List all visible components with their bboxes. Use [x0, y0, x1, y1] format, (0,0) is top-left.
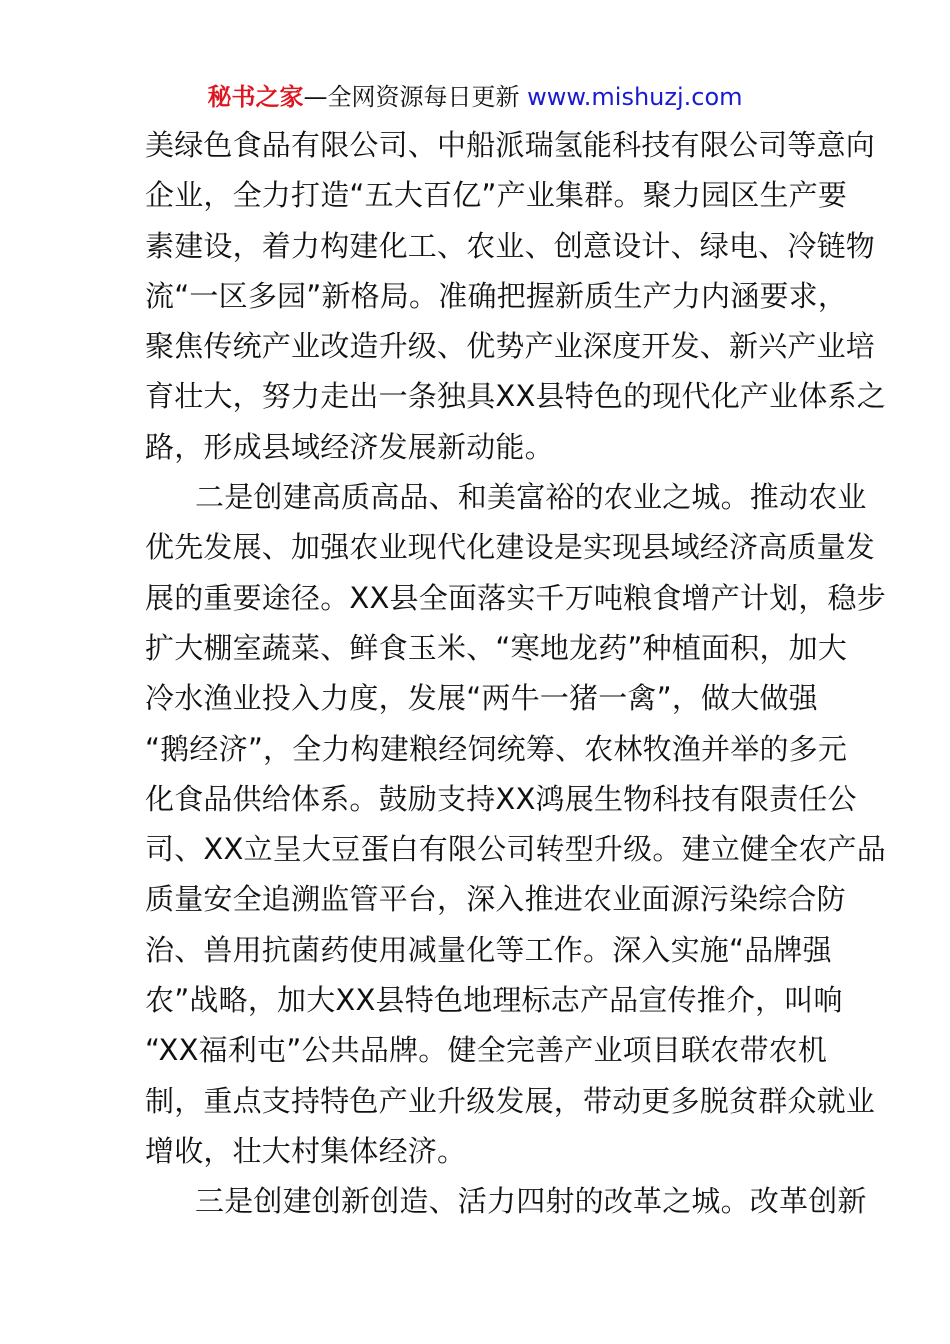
- text-line: 化食品供给体系。鼓励支持XX鸿展生物科技有限责任公: [145, 781, 857, 816]
- text-line: 冷水渔业投入力度，发展“两牛一猪一禽”，做大做强: [145, 681, 818, 716]
- text-line: 展的重要途径。XX县全面落实千万吨粮食增产计划，稳步: [145, 580, 886, 615]
- site-url-link[interactable]: www.mishuzj.com: [527, 83, 743, 111]
- paragraph-start-line: 三是创建创新创造、活力四射的改革之城。改革创新: [195, 1184, 867, 1219]
- text-line: 素建设，着力构建化工、农业、创意设计、绿电、冷链物: [145, 228, 876, 263]
- text-line: 司、XX立呈大豆蛋白有限公司转型升级。建立健全农产品: [145, 832, 886, 867]
- header-tagline: —全网资源每日更新: [303, 83, 520, 111]
- text-line: 路，形成县域经济发展新动能。: [145, 429, 554, 464]
- text-line: 聚焦传统产业改造升级、优势产业深度开发、新兴产业培: [145, 329, 876, 364]
- text-line: 美绿色食品有限公司、中船派瑞氢能科技有限公司等意向: [145, 128, 876, 162]
- text-line: “鹅经济”，全力构建粮经饲统筹、农林牧渔并举的多元: [145, 731, 848, 766]
- text-line: 扩大棚室蔬菜、鲜食玉米、“寒地龙药”种植面积，加大: [145, 630, 848, 665]
- text-line: 企业，全力打造“五大百亿”产业集群。聚力园区生产要: [145, 178, 848, 213]
- text-line: 优先发展、加强农业现代化建设是实现县域经济高质量发: [145, 530, 876, 565]
- paragraph-start-line: 二是创建高质高品、和美富裕的农业之城。推动农业: [195, 480, 867, 515]
- text-line: “XX福利屯”公共品牌。健全完善产业项目联农带农机: [145, 1033, 828, 1068]
- brand-name: 秘书之家: [207, 83, 304, 111]
- text-line: 育壮大，努力走出一条独具XX县特色的现代化产业体系之: [145, 379, 886, 414]
- page-header: [0, 80, 950, 114]
- text-line: 农”战略，加大XX县特色地理标志产品宣传推介，叫响: [145, 983, 843, 1018]
- text-line: 质量安全追溯监管平台，深入推进农业面源污染综合防: [145, 882, 846, 917]
- text-line: 治、兽用抗菌药使用减量化等工作。深入实施“品牌强: [145, 932, 832, 967]
- document-body: [145, 120, 886, 1227]
- text-line: 制，重点支持特色产业升级发展，带动更多脱贫群众就业: [145, 1083, 876, 1118]
- text-line: 流“一区多园”新格局。准确把握新质生产力内涵要求，: [145, 278, 848, 313]
- text-line: 增收，壮大村集体经济。: [145, 1133, 467, 1168]
